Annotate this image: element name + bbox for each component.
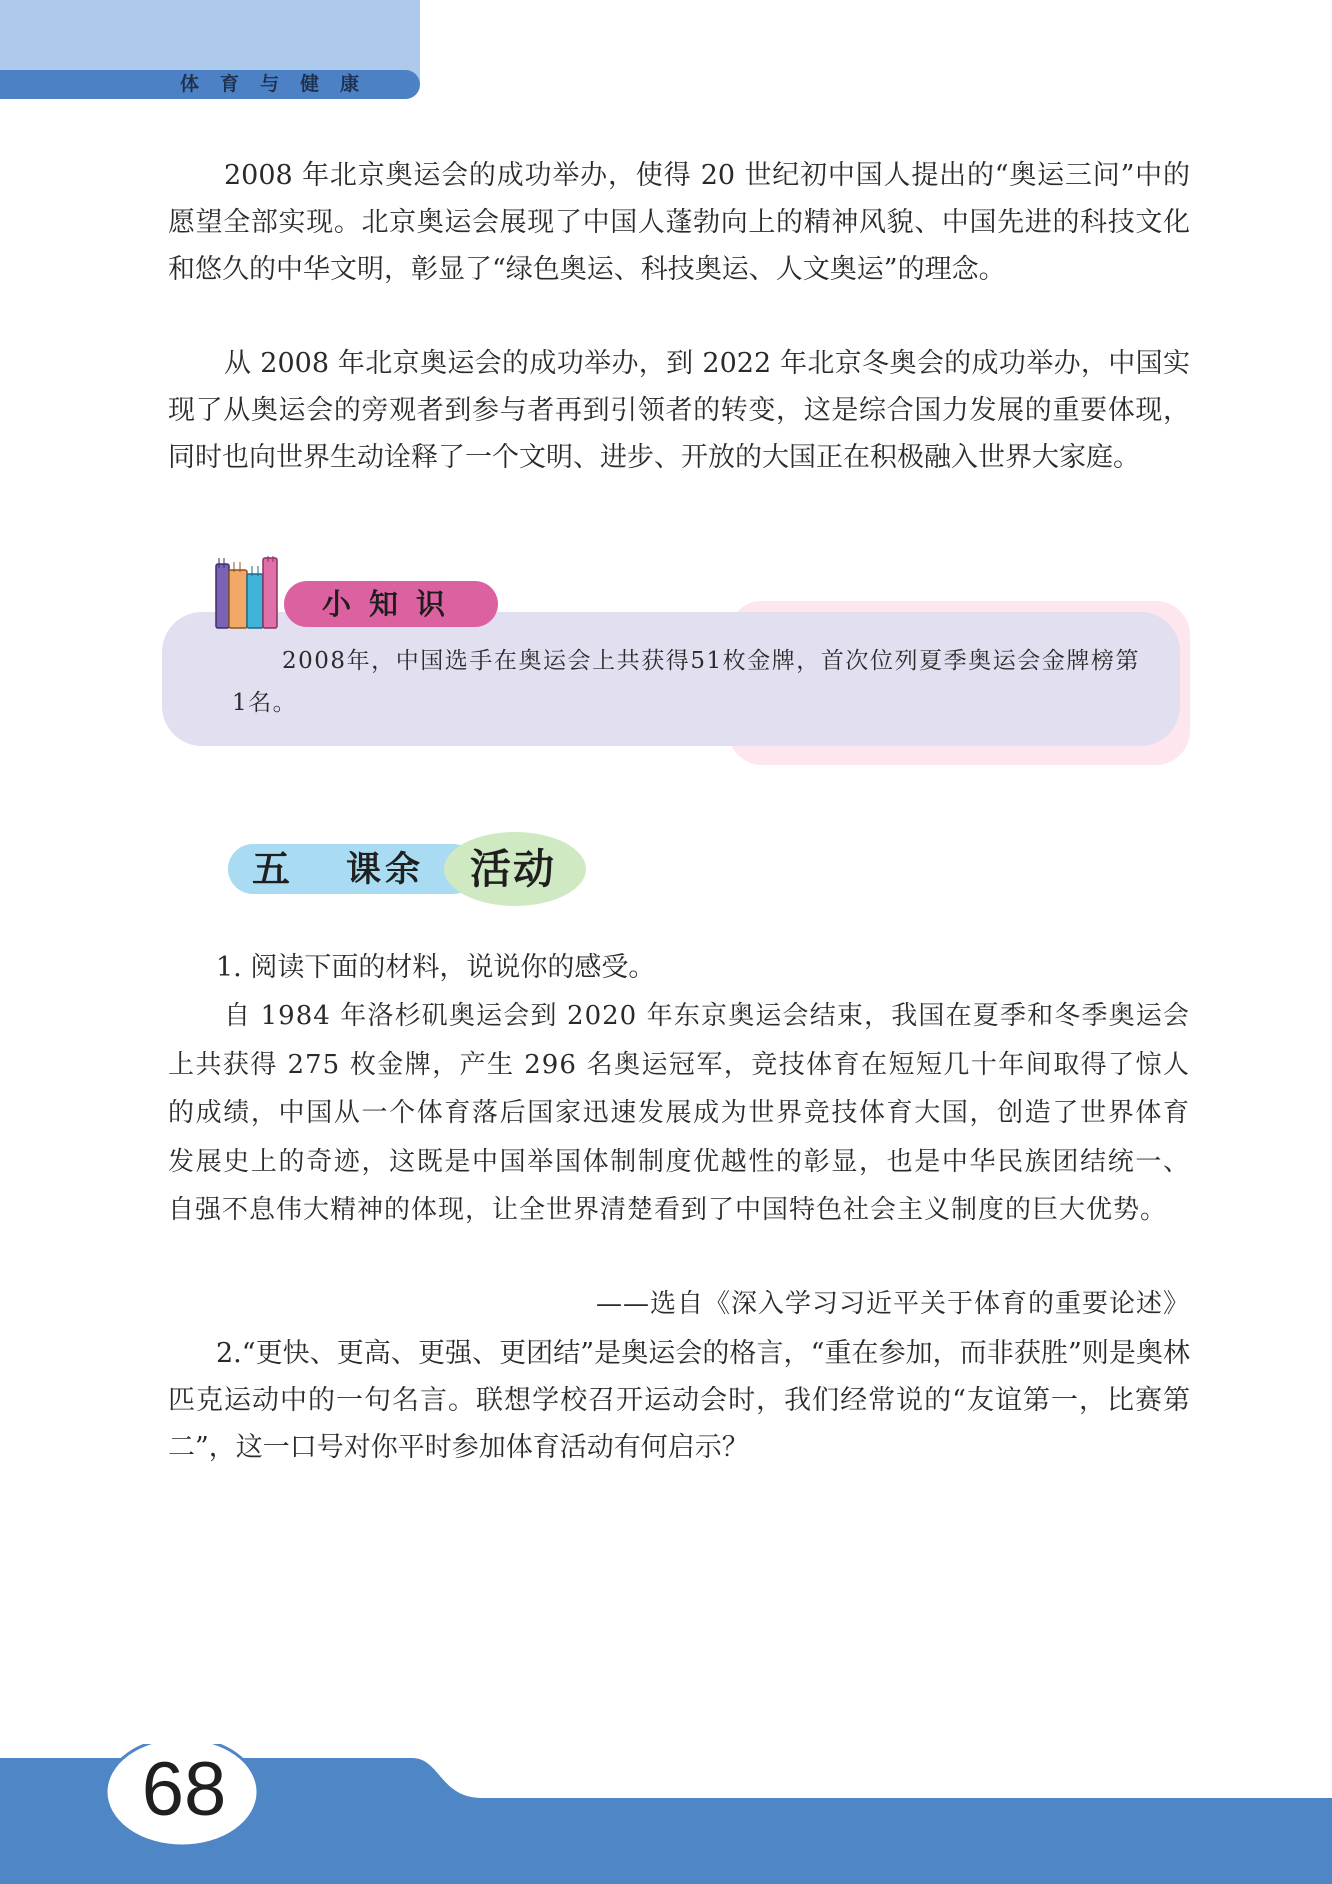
paragraph-2: 从 2008 年北京奥运会的成功举办，到 2022 年北京冬奥会的成功举办，中国实现了从奥运会的旁观者到参与者再到引领者的转变，这是综合国力发展的重要体现，同时也向世界生动诠释了一个文明、进步、开放的大国正在积极融入世界大家庭。 (168, 348, 1190, 473)
section-title-part1: 课余 (346, 850, 425, 890)
activity-quote: 自 1984 年洛杉矶奥运会到 2020 年东京奥运会结束，我国在夏季和冬季奥运会上共获得 275 枚金牌，产生 296 名奥运冠军，竞技体育在短短几十年间取得了惊人的成绩，中国从一个体育落后国家迅速发展成为世界竞技体育大国，创造了世界体育发展史上的奇迹，这既是中国举国体制制度优越性的彰显，也是中华民族团结统一、自强不息伟大精神的体现，让全世界清楚看到了中国特色社会主义制度的巨大优势。 (168, 1001, 1190, 1225)
section-title-part2: 活动 (470, 845, 556, 893)
knowledge-label: 小知识 (322, 587, 464, 621)
page-number: 68 (141, 1747, 227, 1832)
section-number: 五 (252, 847, 291, 891)
activity-item-1: 1. 阅读下面的材料，说说你的感受。 (216, 952, 656, 983)
activity-item-2: 2.“更快、更高、更强、更团结”是奥运会的格言，“重在参加，而非获胜”则是奥林匹克运动中的一句名言。联想学校召开运动会时，我们经常说的“友谊第一，比赛第二”，这一口号对你平时参加体育活动有何启示？ (168, 1338, 1190, 1463)
knowledge-text: 2008年，中国选手在奥运会上共获得51枚金牌，首次位列夏季奥运会金牌榜第1名。 (232, 648, 1140, 716)
header-title: 体育与健康 (180, 73, 381, 95)
paragraph-1: 2008 年北京奥运会的成功举办，使得 20 世纪初中国人提出的“奥运三问”中的愿望全部实现。北京奥运会展现了中国人蓬勃向上的精神风貌、中国先进的科技文化和悠久的中华文明，彰显了“绿色奥运、科技奥运、人文奥运”的理念。 (168, 160, 1190, 285)
quote-source: ——选自《深入学习习近平关于体育的重要论述》 (595, 1289, 1190, 1319)
